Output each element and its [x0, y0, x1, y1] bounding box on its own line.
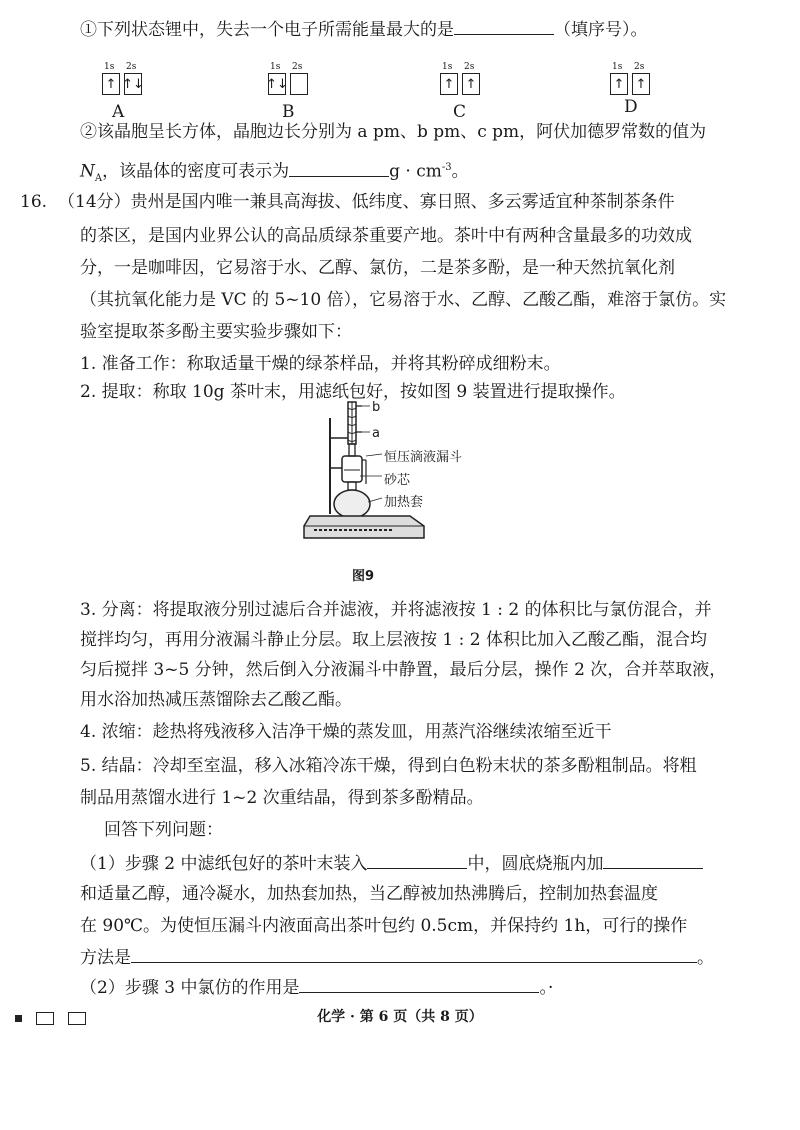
answer-blank[interactable] [603, 850, 703, 869]
option-letter-c: C [453, 102, 467, 122]
sub-question-1-line-3: 在 90℃。为使恒压漏斗内液面高出茶叶包约 0.5cm，并保持约 1h，可行的操作 [80, 916, 688, 936]
q16-line-3: 分，一是咖啡因，它易溶于水、乙醇、氯仿，二是茶多酚，是一种天然抗氧化剂 [80, 258, 675, 278]
figure-label-funnel: 恒压滴液漏斗 [384, 450, 463, 465]
figure-label-core: 砂芯 [384, 473, 411, 488]
answer-blank[interactable] [131, 944, 697, 963]
orbital-box-1s: ↑↓ [268, 73, 286, 95]
orbital-box-2s: ↑ [632, 73, 650, 95]
orbital-box-1s: ↑ [610, 73, 628, 95]
figure-9-apparatus [300, 398, 500, 548]
answer-blank[interactable] [289, 158, 389, 177]
orbital-box-2s: ↑ [462, 73, 480, 95]
sub-question-2: （2）步骤 3 中氯仿的作用是 。· [80, 974, 710, 1000]
q15-part2-line2: $N_A$，该晶体的密度可表示为 $g \cdot cm^{-3}$。 [80, 156, 710, 191]
figure-caption: 图9 [352, 569, 375, 584]
sub-question-1-line-2: 和适量乙醇，通冷凝水，加热套加热，当乙醇被加热沸腾后，控制加热套温度 [80, 884, 658, 904]
q16-step-4: 4. 浓缩：趁热将残液移入洁净干燥的蒸发皿，用蒸汽浴继续浓缩至近干 [80, 722, 612, 742]
q16-step-3-line-3: 匀后搅拌 3~5 分钟，然后倒入分液漏斗中静置，最后分层，操作 2 次，合并萃取液， [80, 660, 727, 680]
orbital-box-1s: ↑ [440, 73, 458, 95]
sub-question-1-line-4: 方法是 。 [80, 944, 710, 970]
orbital-option-b: 1s 2s ↑↓ [258, 62, 318, 95]
question-number: 16. [20, 192, 48, 212]
orbital-box-1s: ↑ [102, 73, 120, 95]
orbital-option-d: 1s 2s ↑ ↑ [600, 62, 660, 95]
orbital-box-2s [290, 73, 308, 95]
page-footer: 化学 · 第 6 页（共 8 页） [317, 1009, 483, 1025]
answer-blank[interactable] [367, 850, 467, 869]
q16-step-5-line-1: 5. 结晶：冷却至室温，移入冰箱冷冻干燥，得到白色粉末状的茶多酚粗制品。将粗 [80, 756, 697, 776]
option-letter-a: A [112, 102, 125, 122]
q16-step-1: 1. 准备工作：称取适量干燥的绿茶样品，并将其粉碎成细粉末。 [80, 354, 561, 374]
answer-blank[interactable] [454, 16, 554, 35]
figure-label-b: b [372, 400, 381, 415]
q16-step-2: 2. 提取：称取 10g 茶叶末，用滤纸包好，按如图 9 装置进行提取操作。 [80, 382, 626, 402]
orbital-option-a: 1s 2s ↑ ↑↓ [92, 62, 152, 95]
orbital-box-2s: ↑↓ [124, 73, 142, 95]
option-letter-b: B [282, 102, 295, 122]
q16-step-3-line-1: 3. 分离：将提取液分别过滤后合并滤液，并将滤液按 1 : 2 的体积比与氯仿混合，并 [80, 600, 712, 620]
answer-blank[interactable] [299, 974, 539, 993]
q16-step-5-line-2: 制品用蒸馏水进行 1~2 次重结晶，得到茶多酚精品。 [80, 788, 484, 808]
q16-step-3-line-4: 用水浴加热减压蒸馏除去乙酸乙酯。 [80, 690, 352, 710]
figure-label-a: a [372, 426, 380, 441]
option-letter-d: D [624, 97, 638, 117]
q16-line-5: 验室提取茶多酚主要实验步骤如下： [80, 322, 352, 342]
answer-intro: 回答下列问题： [104, 820, 223, 840]
figure-label-heater: 加热套 [384, 495, 424, 510]
q16-line-4: （其抗氧化能力是 VC 的 5~10 倍），它易溶于水、乙醇、乙酸乙酯，难溶于氯仿。实 [80, 290, 727, 310]
q16-step-3-line-2: 搅拌均匀，再用分液漏斗静止分层。取上层液按 1 : 2 体积比加入乙酸乙酯，混合均 [80, 630, 707, 650]
q16-line-2: 的茶区，是国内业界公认的高品质绿茶重要产地。茶叶中有两种含量最多的功效成 [80, 226, 692, 246]
q16-line-1: 16. （14分）贵州是国内唯一兼具高海拔、低纬度、寡日照、多云雾适宜种茶制茶条件 [20, 192, 675, 212]
q15-part1-line: ①下列状态锂中，失去一个电子所需能量最大的是 （填序号）。 [80, 16, 710, 42]
q15-part2-line1: ②该晶胞呈长方体，晶胞边长分别为 a pm、b pm、c pm，阿伏加德罗常数的值为 [80, 122, 707, 142]
orbital-option-c: 1s 2s ↑ ↑ [430, 62, 490, 95]
sub-question-1-line-1: （1）步骤 2 中滤纸包好的茶叶末装入 中，圆底烧瓶内加 [80, 850, 710, 876]
